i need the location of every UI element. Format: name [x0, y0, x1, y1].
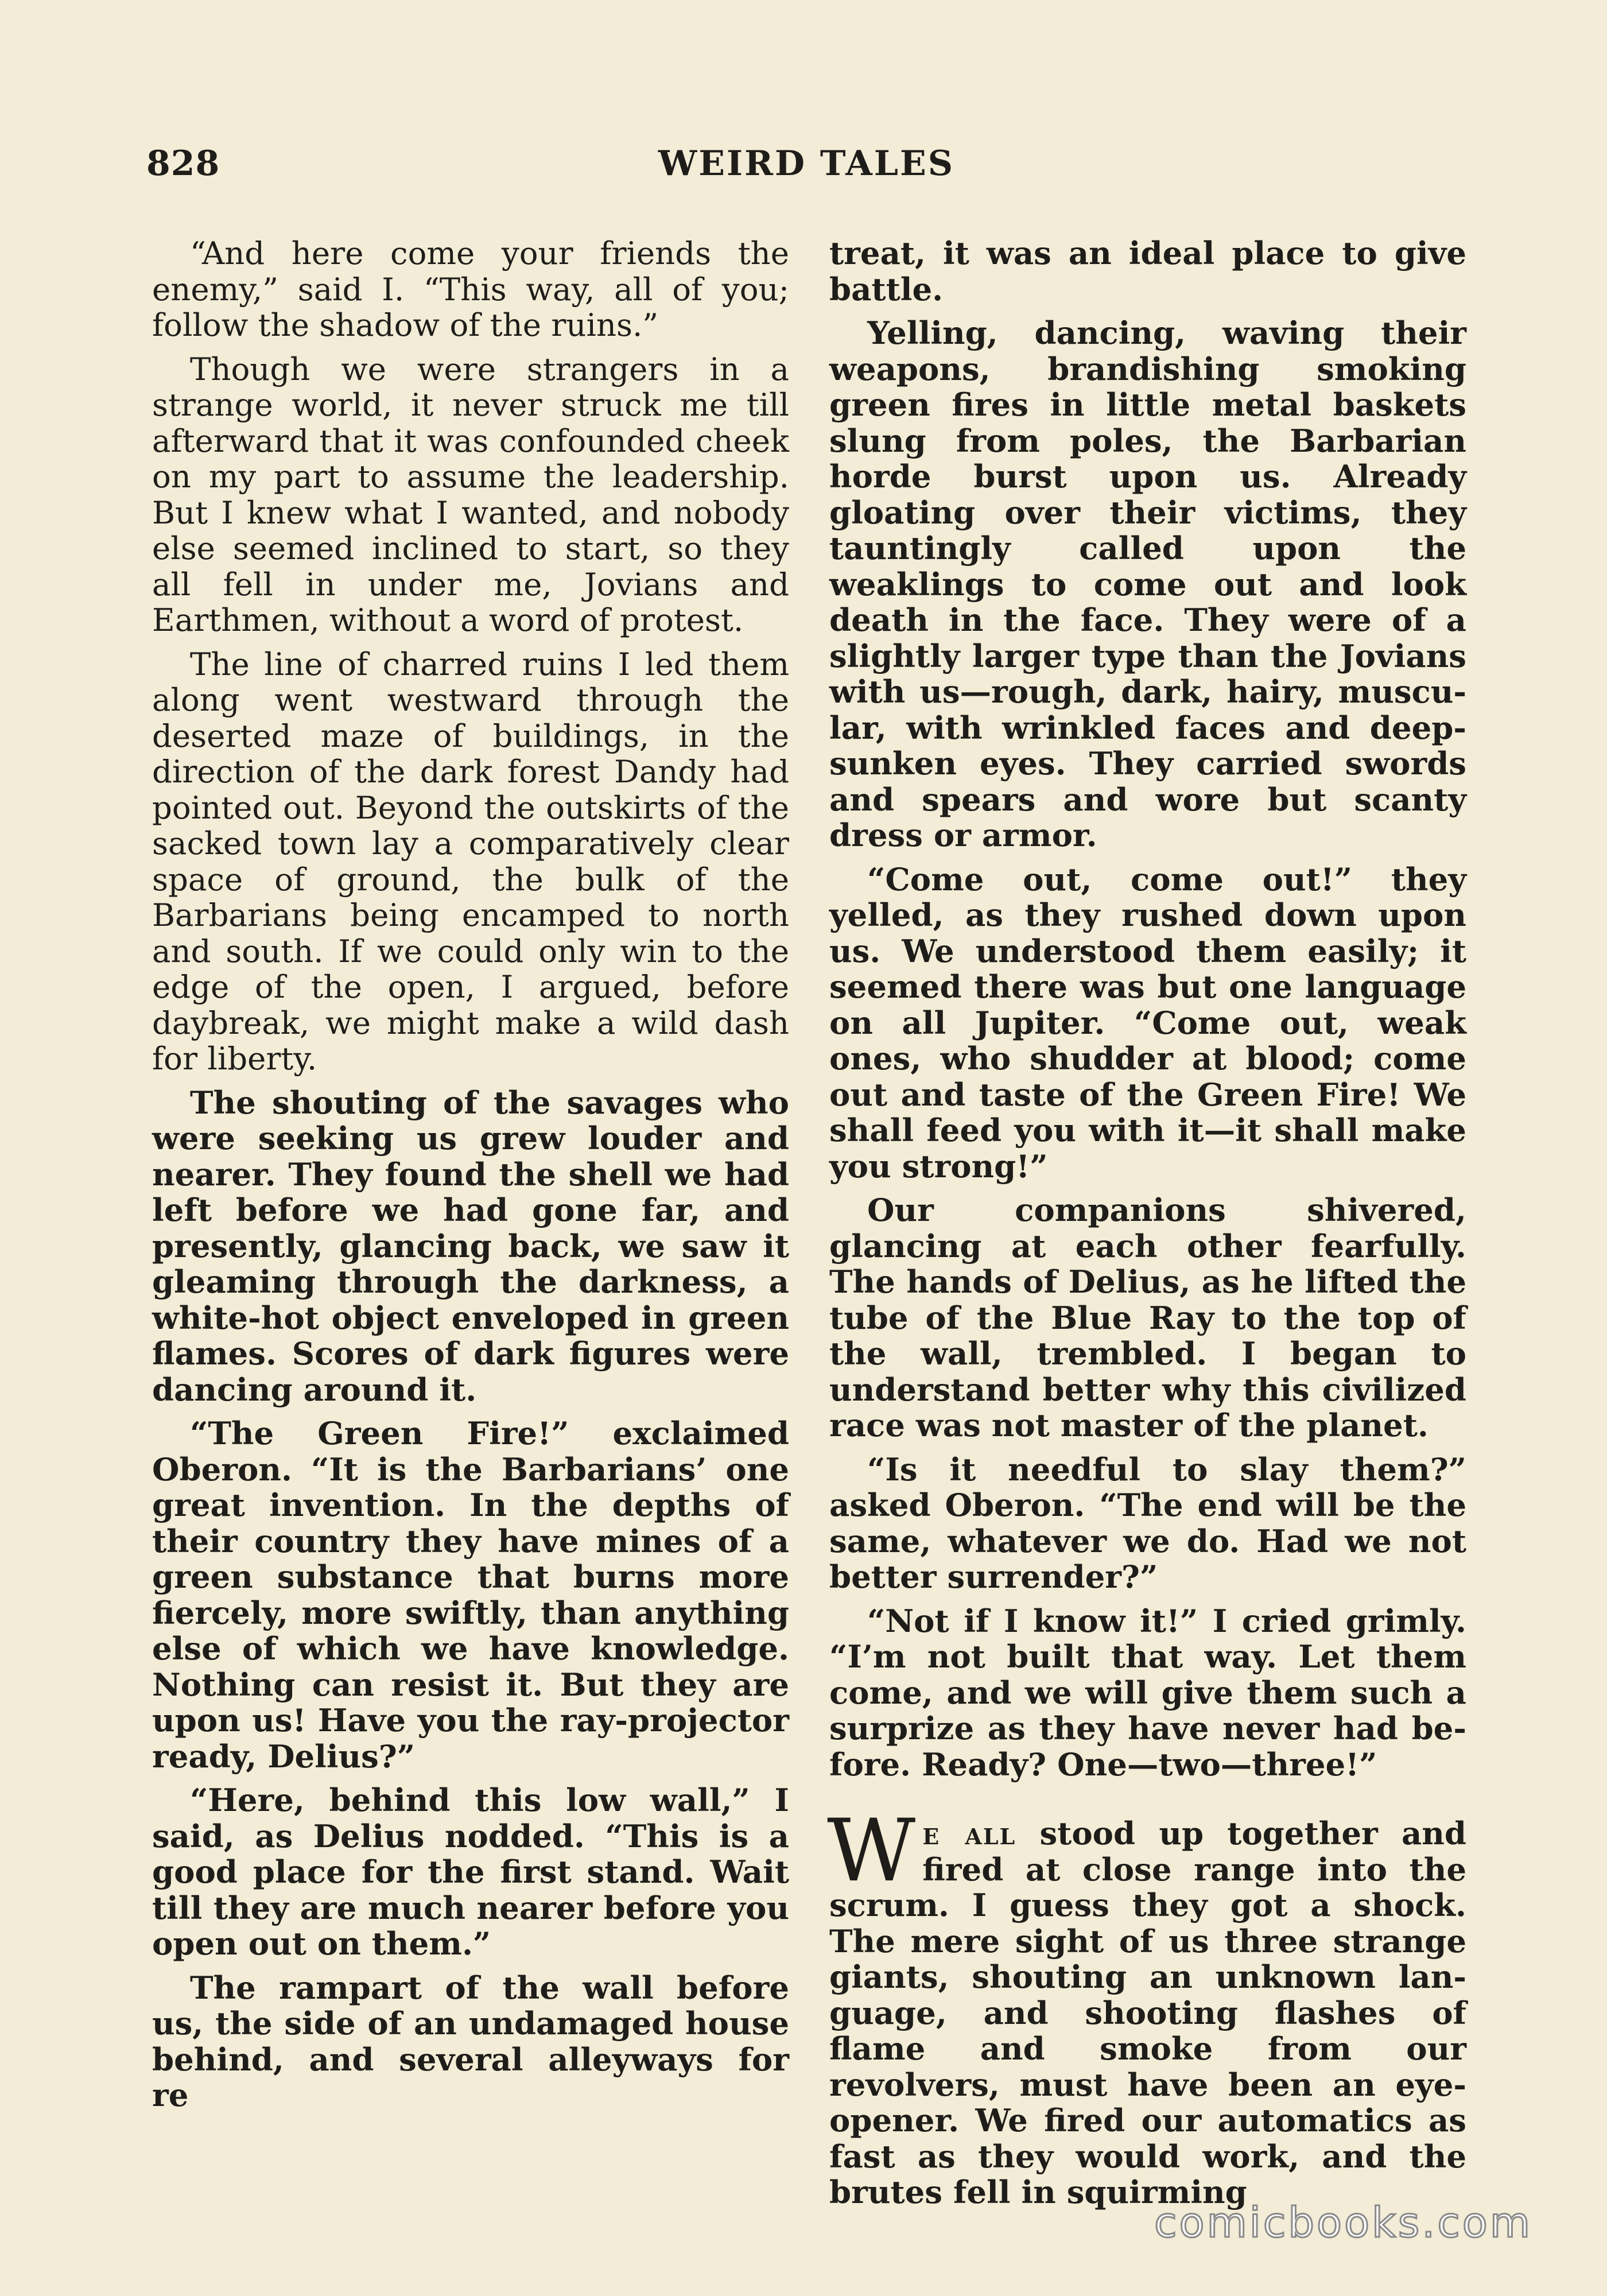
paragraph: treat, it was an ideal place to give battle. — [829, 235, 1466, 308]
paragraph: The line of charred ruins I led them along went westward through the deserted maze of buildings, in the direction of the dark forest Dandy had pointed out. Beyond the outskirts of the sacked town lay a comparatively clear space of ground, the bulk of the Barbarians being encamped to north and south. If we could only win to the edge of the open, I argued, before daybreak, we might make a wild dash for liberty. — [152, 645, 789, 1077]
paragraph: “Is it needful to slay them?” asked Oberon. “The end will be the same, whatever we do. Had we not better surrender?” — [829, 1450, 1466, 1595]
small-caps-lead: e all — [922, 1815, 1016, 1852]
page-header — [146, 144, 1466, 189]
paragraph: Our companions shivered, glancing at each other fearfully. The hands of Delius, as he lifted the tube of the Blue Ray to the top of the wall, trembled. I began to understand better why this civilized race was not master of the planet. — [829, 1192, 1466, 1444]
paragraph: “And here come your friends the enemy,” said I. “This way, all of you; follow the shadow of the ruins.” — [152, 235, 789, 343]
paragraph: The shouting of the savages who were seeking us grew louder and nearer. They found the shell we had left before we had gone far, and presently, glancing back, we saw it gleaming through the darkness, a white-hot object enveloped in green flames. Scores of dark figures were dancing around it. — [152, 1084, 789, 1408]
paragraph: Yelling, dancing, waving their weapons, brandishing smoking green fires in little metal baskets slung from poles, the Barbarian horde burst upon us. Already gloating over their victims, they tauntingly called upon the weaklings to come out and look death in the face. They were of a slightly larger type than the Jovians with us—rough, dark, hairy, muscular, with wrinkled faces and deep-sunken eyes. They carried swords and spears and wore but scanty dress or armor. — [829, 315, 1466, 854]
section-text: stood up together and fired at close range into the scrum. I guess they got a shock. The mere sight of us three strange giants, shouting an unknown language, and shooting flashes of flame and smoke from our revolvers, must have been an eye-opener. We fired our automatics as fast as they would work, and the brutes fell in squirming — [829, 1815, 1467, 2210]
watermark-logo: comicbooks.com — [1154, 2198, 1532, 2247]
paragraph: “Come out, come out!” they yelled, as they rushed down upon us. We understood them easily; it seemed there was but one language on all Jupiter. “Come out, weak ones, who shudder at blood; come out and taste of the Green Fire! We shall feed you with it—it shall make you strong!” — [829, 860, 1466, 1185]
left-column — [152, 235, 789, 2122]
page-number: 828 — [146, 144, 220, 184]
running-head: WEIRD TALES — [658, 144, 955, 184]
drop-cap: W — [827, 1801, 916, 1901]
paragraph: Though we were strangers in a strange world, it never struck me till afterward that it was confounded cheek on my part to assume the leadership. But I knew what I wanted, and nobody else seemed inclined to start, so they all fell in under me, Jovians and Earthmen, without a word of protest. — [152, 350, 789, 638]
paragraph: “Not if I know it!” I cried grimly. “I’m not built that way. Let them come, and we will give them such a surprize as they have never had before. Ready? One—two—three!” — [829, 1602, 1466, 1783]
paragraph: “The Green Fire!” exclaimed Oberon. “It is the Barbarians’ one great invention. In the depths of their country they have mines of a green substance that burns more fiercely, more swiftly, than anything else of which we have knowledge. Nothing can resist it. But they are upon us! Have you the ray-projector ready, Delius?” — [152, 1415, 789, 1775]
right-column — [829, 235, 1466, 2219]
section-start-paragraph — [827, 1801, 1467, 2210]
paragraph: The rampart of the wall before us, the side of an undamaged house behind, and several alleyways for re — [152, 1969, 789, 2113]
paragraph: “Here, behind this low wall,” I said, as Delius nodded. “This is a good place for the first stand. Wait till they are much nearer before you open out on them.” — [152, 1782, 789, 1962]
